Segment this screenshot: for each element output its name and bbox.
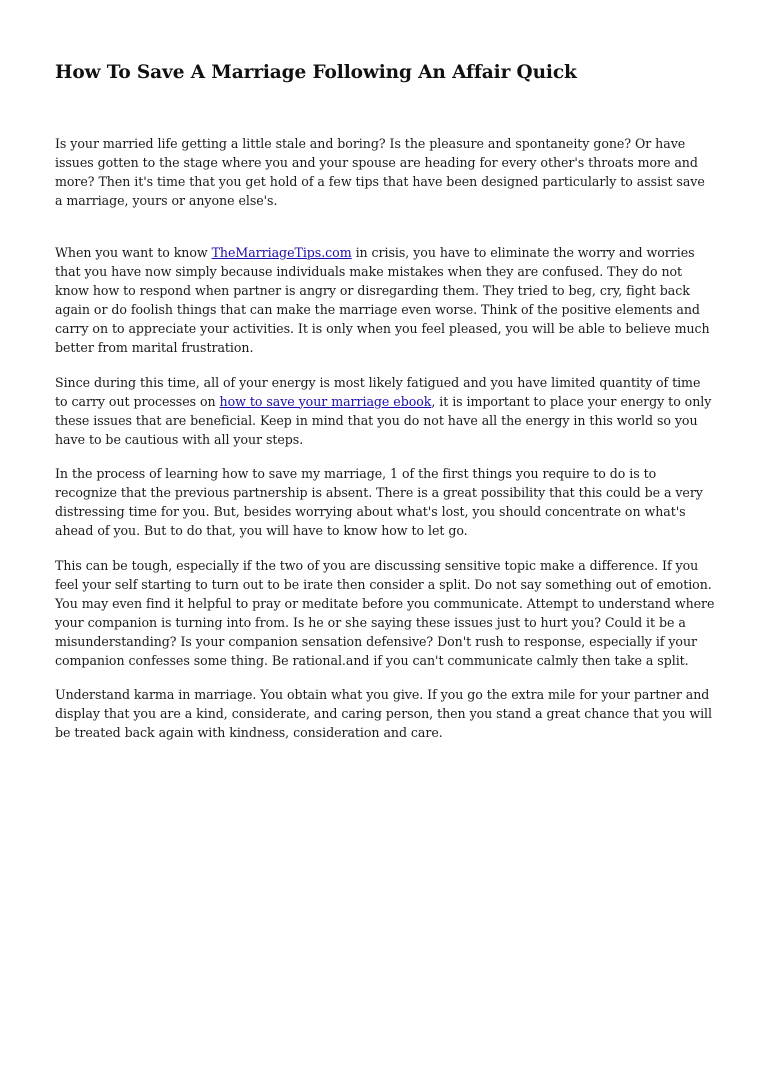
paragraph-5: Understand karma in marriage. You obtain what you give. If you go the extra mile for your partner and display that you are a kind, considerate, and caring person, then you stand a great chance that you will be treated back again with kindness, consideration and care. bbox=[55, 687, 713, 740]
paragraph-2-lead: Since during this time, all of your energy is most likely fatigued and you have limited quantity of time to carry out processes on bbox=[55, 374, 701, 409]
document-page bbox=[55, 60, 715, 758]
save-marriage-ebook-link[interactable]: how to save your marriage ebook bbox=[219, 393, 432, 409]
intro-paragraph: Is your married life getting a little stale and boring? Is the pleasure and spontaneity gone? Or have issues gotten to the stage where you and your spouse are heading for every other's throats more and more? Then it's time that you get hold of a few tips that have been designed particularly to assist save a marriage, yours or anyone else's. bbox=[55, 136, 705, 208]
paragraph-2-rest: , it is important to place your energy to only these issues that are beneficial. Keep in mind that you do not have all the energy in this world so you have to be cautious with all your steps. bbox=[55, 393, 712, 447]
paragraph-4: This can be tough, especially if the two of you are discussing sensitive topic make a difference. If you feel your self starting to turn out to be irate then consider a split. Do not say something out of emotion. You may even find it helpful to pray or meditate before you communicate. Attempt to understand where your companion is turning into from. Is he or she saying these issues just to hurt you? Could it be a misunderstanding? Is your companion sensation defensive? Don't rush to response, especially if your companion confesses some thing. Be rational.and if you can't communicate calmly then take a split. bbox=[55, 557, 715, 668]
paragraph-1-lead: When you want to know bbox=[55, 245, 212, 260]
paragraph-3: In the process of learning how to save my marriage, 1 of the first things you require to do is to recognize that the previous partnership is absent. There is a great possibility that this could be a very distressing time for you. But, besides worrying about what's lost, you should concentrate on what's ahead of you. But to do that, you will have to know how to let go. bbox=[55, 466, 703, 538]
page-title: How To Save A Marriage Following An Affair Quick bbox=[55, 62, 577, 83]
paragraph-2 bbox=[55, 373, 715, 449]
marriage-tips-link[interactable]: TheMarriageTips.com bbox=[211, 245, 352, 260]
paragraph-1-rest: in crisis, you have to eliminate the worry and worries that you have now simply because individuals make mistakes when they are confused. They do not know how to respond when partner is angry or disregarding them. They tried to beg, cry, fight back again or do foolish things that can make the marriage even worse. Think of the positive elements and carry on to appreciate your activities. It is only when you feel pleased, you will be able to believe much better from marital frustration. bbox=[55, 245, 710, 355]
article-body bbox=[55, 134, 715, 742]
paragraph-1 bbox=[55, 243, 715, 357]
